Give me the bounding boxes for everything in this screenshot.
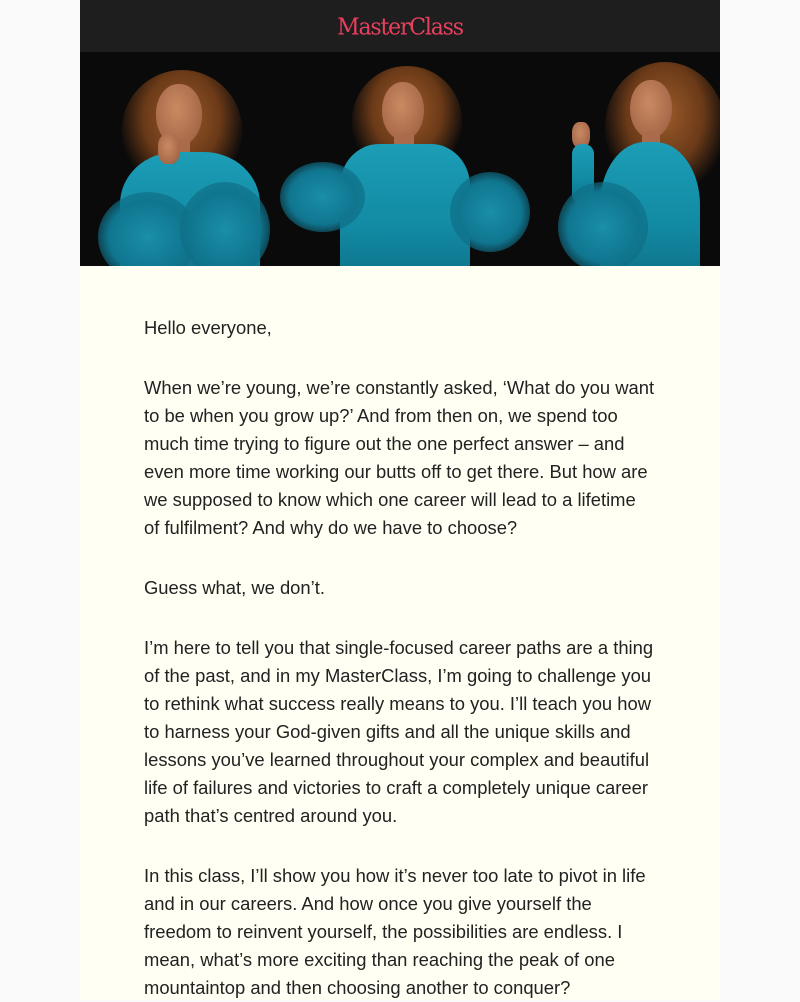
portrait-left xyxy=(90,52,290,266)
body-paragraph: In this class, I’ll show you how it’s never too late to pivot in life and in our careers. And how once you give yourself the freedom to reinvent yourself, the possibilities are endless. I mean, what’s more exciting than reaching the peak of one mountaintop and then choosing another to conquer? xyxy=(144,865,646,998)
portrait-right xyxy=(550,52,720,266)
email-container xyxy=(80,0,720,1000)
greeting: Hello everyone, xyxy=(144,317,272,338)
body-paragraph: When we’re young, we’re constantly asked, ‘What do you want to be when you grow up?’ And from then on, we spend too much time trying to figure out the one perfect answer – and even more time working our butts off to get there. But how are we supposed to know which one career will lead to a lifetime of fulfilment? And why do we have to choose? xyxy=(144,377,655,538)
body-paragraph: Guess what, we don’t. xyxy=(144,577,325,598)
email-body xyxy=(80,266,720,1002)
email-header xyxy=(80,0,720,52)
hero-image xyxy=(80,52,720,266)
body-paragraph: I’m here to tell you that single-focused career paths are a thing of the past, and in my MasterClass, I’m going to challenge you to rethink what success really means to you. I’ll teach you how to harness your God-given gifts and all the unique skills and lessons you’ve learned throughout your complex and beautiful life of failures and victories to craft a completely unique career path that’s centred around you. xyxy=(144,637,654,826)
portrait-center xyxy=(270,52,530,266)
masterclass-logo[interactable]: MasterClass xyxy=(337,13,463,41)
